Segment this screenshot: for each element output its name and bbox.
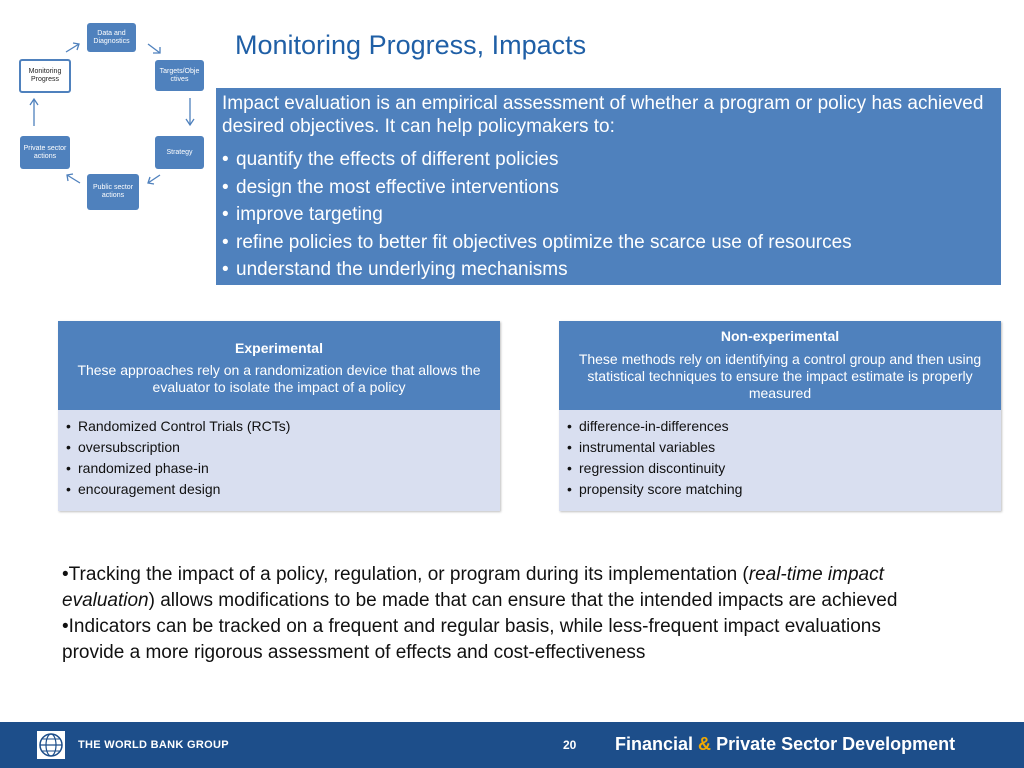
brand-right: Private Sector Development [716,734,956,754]
page-number: 20 [563,738,577,752]
non-experimental-card [559,321,1001,511]
footer [0,722,1024,768]
intro-list [222,146,995,284]
organization-name: THE WORLD BANK GROUP [78,739,229,751]
cycle-node-monitoring-progress: Monitoring Progress [19,59,71,93]
list-item: • difference-in-differences [567,416,1001,437]
cycle-node-targets: Targets/Obje ctives [155,60,204,91]
bottom-text [62,562,942,666]
experimental-card [58,321,500,511]
non-experimental-header [559,321,1001,410]
list-item: • Randomized Control Trials (RCTs) [66,416,500,437]
experimental-list [66,416,500,500]
list-item: • propensity score matching [567,479,1001,500]
list-item: • instrumental variables [567,437,1001,458]
list-item: • design the most effective interventions [222,174,995,202]
list-item: • oversubscription [66,437,500,458]
brand-left: Financial [615,734,694,754]
bottom-paragraph-2: •Indicators can be tracked on a frequent and regular basis, while less-frequent impact evaluations provide a more rigorous assessment of effects and cost-effectiveness [62,616,881,663]
page-title: Monitoring Progress, Impacts [235,30,587,60]
non-experimental-title: Non-experimental [720,328,840,344]
intro-text: Impact evaluation is an empirical assessment of whether a program or policy has achieved desired objectives. It can help policymakers to: [222,93,984,137]
list-item: • regression discontinuity [567,458,1001,479]
list-item: • understand the underlying mechanisms [222,256,995,284]
world-bank-logo-icon [37,731,65,759]
experimental-title: Experimental [235,340,323,356]
list-item: • randomized phase-in [66,458,500,479]
bottom-p1-end: ) allows modifications to be made that can ensure that the intended impacts are achieved [148,590,898,611]
cycle-node-private-sector: Private sector actions [20,136,70,169]
cycle-node-strategy: Strategy [155,136,204,169]
list-item: • improve targeting [222,201,995,229]
list-item: • refine policies to better fit objectives optimize the scarce use of resources [222,229,995,257]
non-experimental-description: These methods rely on identifying a control group and then using statistical techniques to ensure the impact estimate is properly measured [578,351,982,401]
brand-ampersand: & [698,734,712,754]
cycle-node-public-sector: Public sector actions [87,174,139,210]
non-experimental-list [567,416,1001,500]
experimental-description: These approaches rely on a randomization device that allows the evaluator to isolate the impact of a policy [77,362,481,395]
list-item: • quantify the effects of different policies [222,146,995,174]
brand-title [615,734,955,755]
bottom-paragraph-1 [62,562,942,614]
cycle-node-data-diagnostics: Data and Diagnostics [87,23,136,52]
list-item: • encouragement design [66,479,500,500]
bottom-p1-italic: real-time impact evaluation [62,564,884,611]
bottom-p1-start: •Tracking the impact of a policy, regulation, or program during its implementation ( [62,564,749,585]
intro-box [216,88,1001,285]
experimental-header [58,321,500,410]
non-experimental-body [559,410,1001,511]
experimental-body [58,410,500,511]
